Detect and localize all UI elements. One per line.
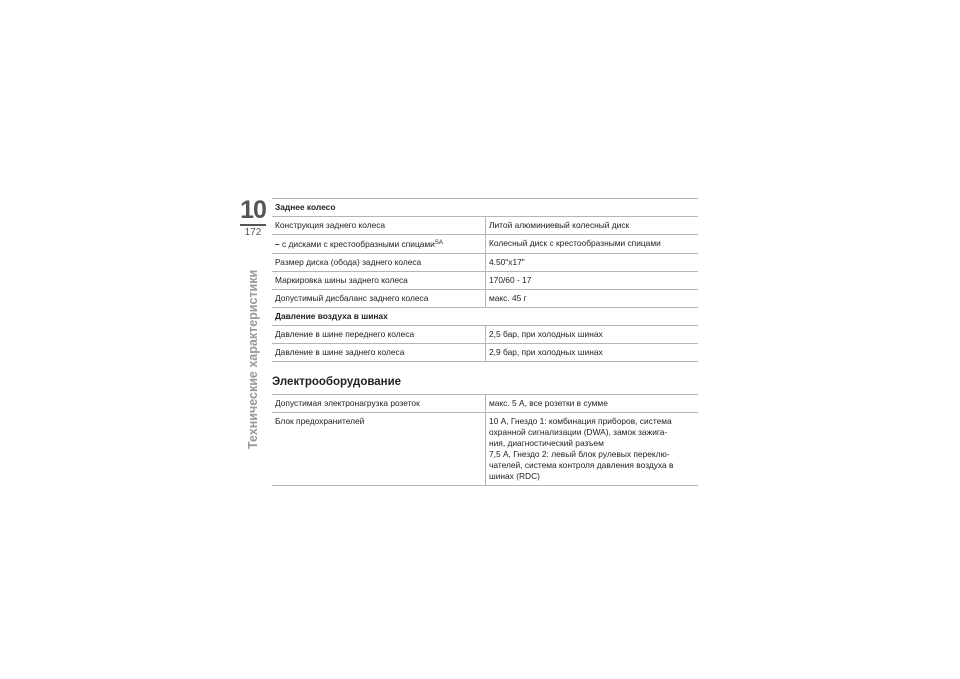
row-label: Конструкция заднего колеса [275, 220, 386, 230]
row-value: 4.50"x17" [485, 254, 698, 271]
value-line: ния, диагностический разъем [489, 438, 604, 448]
chapter-number: 10 [240, 196, 266, 224]
row-value: 2,9 бар, при холодных шинах [485, 344, 698, 361]
table-heading [272, 308, 698, 326]
row-value: Колесный диск с крестообразными спицами [485, 235, 698, 253]
table-row [272, 217, 698, 235]
row-label: Допустимая электронагрузка розеток [275, 398, 420, 408]
table-row [272, 272, 698, 290]
chapter-divider [240, 224, 266, 226]
content [272, 198, 698, 486]
row-label: Давление в шине переднего колеса [275, 329, 415, 339]
page-number: 172 [244, 227, 262, 238]
row-label: Маркировка шины заднего колеса [275, 275, 408, 285]
value-line: чателей, система контроля давления воздуха в [489, 460, 674, 470]
row-label [272, 235, 485, 253]
row-value: макс. 5 А, все розетки в сумме [485, 395, 698, 412]
sa-superscript: SA [434, 240, 443, 246]
rear-wheel-heading: Заднее колесо [275, 202, 336, 212]
table-row [272, 395, 698, 413]
electrical-section-title: Электрооборудование [272, 376, 402, 388]
table-row [272, 413, 698, 486]
row-label-text: с дисками с крестообразными спицами [282, 239, 435, 249]
row-label: Размер диска (обода) заднего колеса [275, 257, 422, 267]
electrical-table [272, 394, 698, 486]
table-row [272, 235, 698, 254]
table-row [272, 326, 698, 344]
table-row [272, 254, 698, 272]
value-line: 10 А, Гнездо 1: комбинация приборов, система [489, 416, 672, 426]
row-value [485, 413, 698, 485]
row-value: 2,5 бар, при холодных шинах [485, 326, 698, 343]
table-heading [272, 199, 698, 217]
value-line: охранной сигнализации (DWA), замок зажига- [489, 427, 668, 437]
row-label: Блок предохранителей [275, 416, 365, 426]
value-line: шинах (RDC) [489, 471, 540, 481]
row-value: 170/60 - 17 [485, 272, 698, 289]
row-label: Допустимый дисбаланс заднего колеса [275, 293, 429, 303]
tire-pressure-heading: Давление воздуха в шинах [275, 311, 388, 321]
chapter-title: Технические характеристики [246, 269, 260, 449]
rear-wheel-table [272, 198, 698, 362]
value-line: 7,5 А, Гнездо 2: левый блок рулевых переклю- [489, 449, 670, 459]
table-row [272, 344, 698, 362]
dash-bullet: – [275, 239, 280, 249]
table-row [272, 290, 698, 308]
row-value: Литой алюминиевый колесный диск [485, 217, 698, 234]
row-label: Давление в шине заднего колеса [275, 347, 405, 357]
row-value: макс. 45 г [485, 290, 698, 307]
